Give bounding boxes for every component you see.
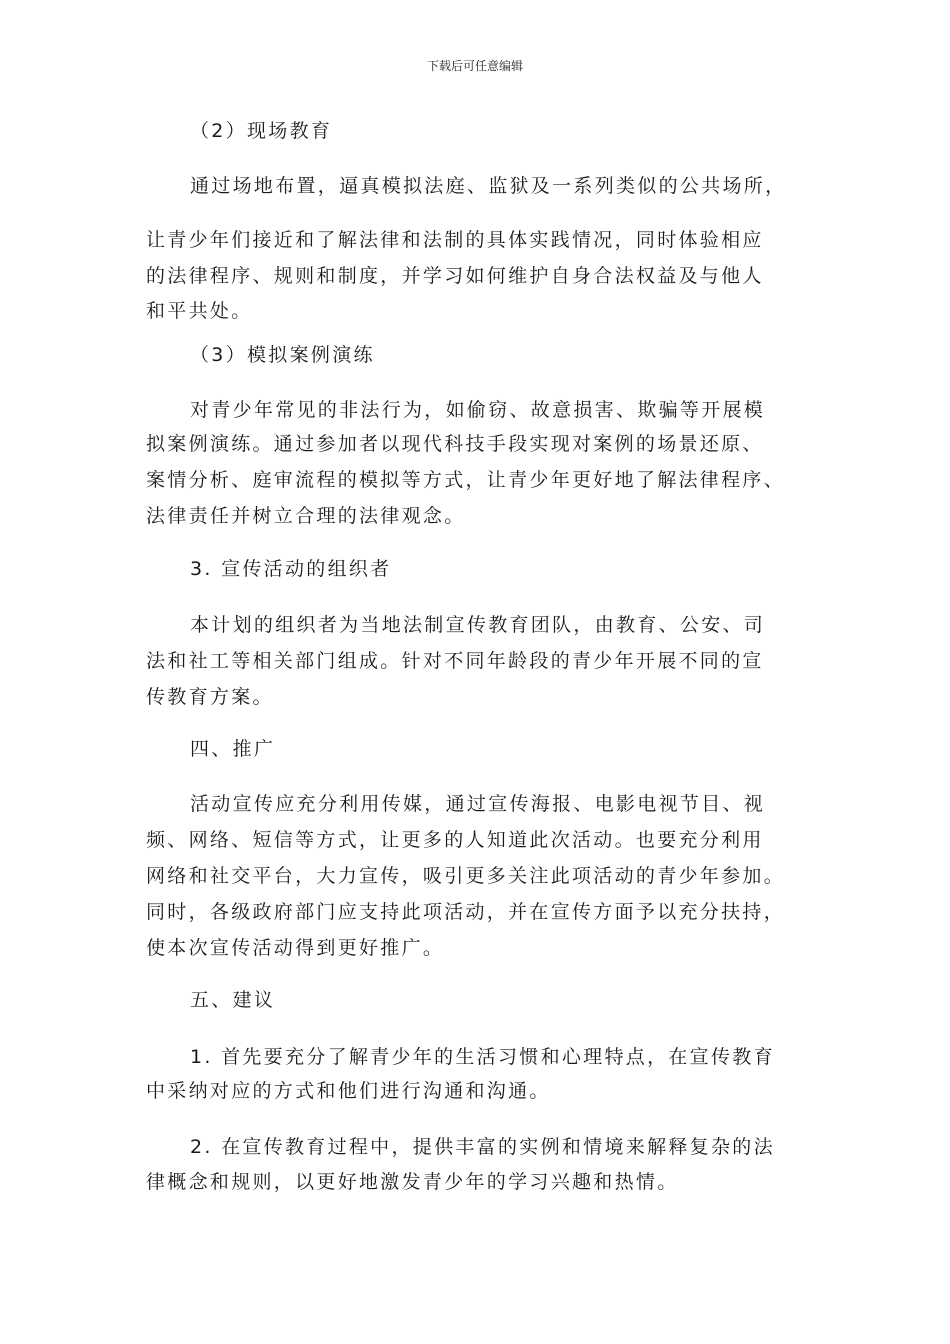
paragraph-line: 拟案例演练。通过参加者以现代科技手段实现对案例的场景还原、 (146, 433, 764, 455)
paragraph-line: 活动宣传应充分利用传媒，通过宣传海报、电影电视节目、视 (190, 793, 766, 815)
paragraph-line: 网络和社交平台，大力宣传，吸引更多关注此项活动的青少年参加。 (146, 865, 786, 887)
paragraph-line: 本计划的组织者为当地法制宣传教育团队，由教育、公安、司 (190, 614, 766, 636)
paragraph-line: 通过场地布置，逼真模拟法庭、监狱及一系列类似的公共场所， (190, 175, 787, 197)
section-heading: 四、推广 (190, 738, 276, 760)
paragraph-line: 中采纳对应的方式和他们进行沟通和沟通。 (146, 1080, 551, 1102)
paragraph-line: 让青少年们接近和了解法律和法制的具体实践情况，同时体验相应 (146, 229, 764, 251)
paragraph-line: 法律责任并树立合理的法律观念。 (146, 505, 466, 527)
paragraph-line: 法和社工等相关部门组成。针对不同年龄段的青少年开展不同的宣 (146, 650, 764, 672)
section-heading: 五、建议 (190, 989, 276, 1011)
section-heading: 3. 宣传活动的组织者 (190, 558, 392, 580)
paragraph-line: 对青少年常见的非法行为，如偷窃、故意损害、欺骗等开展模 (190, 399, 766, 421)
paragraph-line: 频、网络、短信等方式，让更多的人知道此次活动。也要充分利用 (146, 829, 764, 851)
paragraph-line: 1. 首先要充分了解青少年的生活习惯和心理特点，在宣传教育 (190, 1046, 775, 1068)
section-heading: （3）模拟案例演练 (190, 344, 375, 366)
paragraph-line: 律概念和规则，以更好地激发青少年的学习兴趣和热情。 (146, 1171, 679, 1193)
paragraph-line: 2. 在宣传教育过程中，提供丰富的实例和情境来解释复杂的法 (190, 1136, 775, 1158)
paragraph-line: 传教育方案。 (146, 686, 274, 708)
paragraph-line: 和平共处。 (146, 300, 253, 322)
section-heading: （2）现场教育 (190, 120, 333, 142)
paragraph-line: 的法律程序、规则和制度，并学习如何维护自身合法权益及与他人 (146, 265, 764, 287)
paragraph-line: 同时，各级政府部门应支持此项活动，并在宣传方面予以充分扶持， (146, 901, 786, 923)
page-header: 下载后可任意编辑 (426, 59, 523, 73)
paragraph-line: 案情分析、庭审流程的模拟等方式，让青少年更好地了解法律程序、 (146, 469, 786, 491)
paragraph-line: 使本次宣传活动得到更好推广。 (146, 937, 445, 959)
